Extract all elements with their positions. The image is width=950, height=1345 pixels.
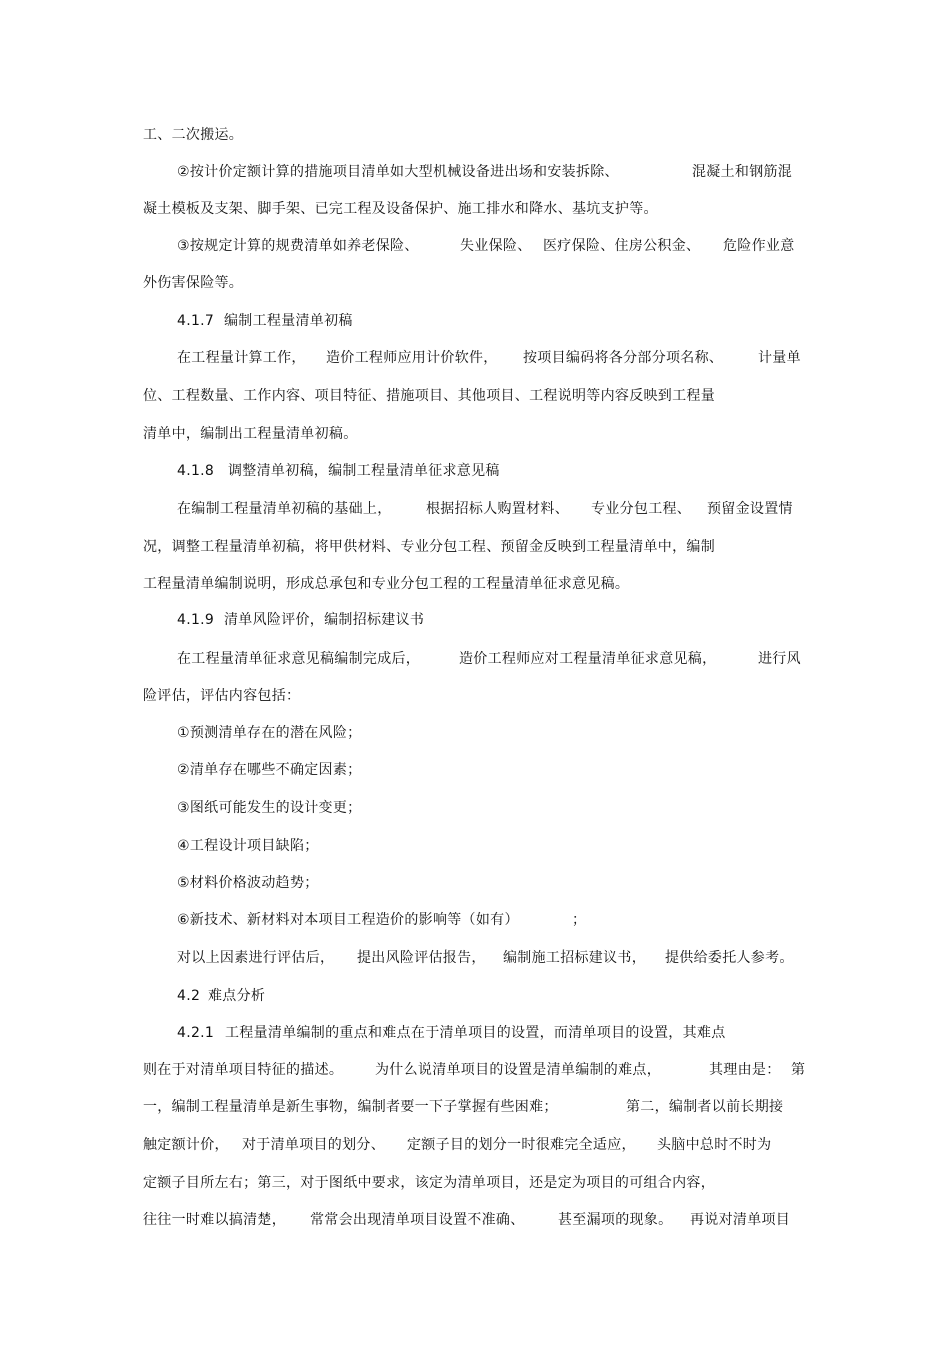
- text-segment: ①预测清单存在的潜在风险；: [177, 725, 362, 741]
- section-title: 难点分析: [208, 988, 266, 1004]
- section-number: 4.2: [177, 988, 201, 1004]
- section-number: 4.2.1: [177, 1025, 215, 1041]
- section-title: 调整清单初稿，编制工程量清单征求意见稿: [228, 463, 500, 479]
- text-segment: 失业保险、: [460, 238, 532, 254]
- text-segment: 造价工程师应用计价软件，: [326, 350, 498, 366]
- text-segment: 计量单: [758, 350, 801, 366]
- text-segment: ④工程设计项目缺陷；: [177, 838, 319, 854]
- text-segment: 专业分包工程、: [591, 501, 692, 517]
- text-segment: 按项目编码将各分部分项名称、: [523, 350, 724, 366]
- text-segment: 造价工程师应对工程量清单征求意见稿，: [459, 651, 717, 667]
- text-segment: 一，编制工程量清单是新生事物，编制者要一下子掌握有些困难；: [143, 1099, 558, 1115]
- text-segment: 工程量清单编制说明，形成总承包和专业分包工程的工程量清单征求意见稿。: [143, 576, 630, 592]
- text-segment: 清单中，编制出工程量清单初稿。: [143, 426, 358, 442]
- text-segment: 往往一时难以搞清楚，: [143, 1212, 286, 1228]
- text-segment: 预留金设置情: [707, 501, 793, 517]
- text-segment: 工、二次搬运。: [143, 127, 244, 143]
- text-segment: 提出风险评估报告，: [357, 950, 486, 966]
- text-segment: 再说对清单项目: [690, 1212, 791, 1228]
- text-segment: ；: [572, 912, 587, 928]
- text-segment: 提供给委托人参考。: [665, 950, 794, 966]
- text-segment: 定额子目的划分一时很难完全适应，: [407, 1137, 636, 1153]
- text-segment: ③按规定计算的规费清单如养老保险、: [177, 238, 419, 254]
- text-segment: 进行风: [758, 651, 801, 667]
- text-segment: ②清单存在哪些不确定因素；: [177, 762, 362, 778]
- section-number: 4.1.7: [177, 313, 215, 329]
- text-segment: 对于清单项目的划分、: [242, 1137, 385, 1153]
- text-segment: ⑤材料价格波动趋势；: [177, 875, 319, 891]
- text-segment: 触定额计价，: [143, 1137, 229, 1153]
- text-segment: 在工程量清单征求意见稿编制完成后，: [177, 651, 421, 667]
- section-number: 4.1.9: [177, 612, 215, 628]
- text-segment: 险评估，评估内容包括：: [143, 688, 301, 704]
- text-segment: 凝土模板及支架、脚手架、已完工程及设备保护、施工排水和降水、基坑支护等。: [143, 201, 658, 217]
- text-segment: 外伤害保险等。: [143, 275, 244, 291]
- text-segment: 第: [791, 1062, 806, 1078]
- text-segment: 头脑中总时不时为: [657, 1137, 772, 1153]
- text-segment: 常常会出现清单项目设置不准确、: [310, 1212, 525, 1228]
- text-segment: 在工程量计算工作，: [177, 350, 306, 366]
- text-segment: 危险作业意: [723, 238, 795, 254]
- text-segment: ③图纸可能发生的设计变更；: [177, 800, 362, 816]
- text-segment: 为什么说清单项目的设置是清单编制的难点，: [375, 1062, 661, 1078]
- text-segment: ②按计价定额计算的措施项目清单如大型机械设备进出场和安装拆除、: [177, 164, 619, 180]
- text-segment: 则在于对清单项目特征的描述。: [143, 1062, 344, 1078]
- text-segment: 混凝土和钢筋混: [692, 164, 793, 180]
- text-segment: 定额子目所左右；第三，对于图纸中要求，该定为清单项目，还是定为项目的可组合内容，: [143, 1175, 715, 1191]
- text-segment: 甚至漏项的现象。: [558, 1212, 673, 1228]
- text-segment: ⑥新技术、新材料对本项目工程造价的影响等（如有）: [177, 912, 519, 928]
- text-segment: 第二，编制者以前长期接: [626, 1099, 784, 1115]
- text-segment: 其理由是：: [709, 1062, 781, 1078]
- text-segment: 根据招标人购置材料、: [426, 501, 569, 517]
- text-segment: 在编制工程量清单初稿的基础上，: [177, 501, 392, 517]
- section-title: 清单风险评价，编制招标建议书: [224, 612, 425, 628]
- text-segment: 况，调整工程量清单初稿，将甲供材料、专业分包工程、预留金反映到工程量清单中，编制: [143, 539, 715, 555]
- text-segment: 工程量清单编制的重点和难点在于清单项目的设置，而清单项目的设置，其难点: [225, 1025, 726, 1041]
- text-segment: 医疗保险、住房公积金、: [543, 238, 701, 254]
- text-segment: 对以上因素进行评估后，: [177, 950, 335, 966]
- text-segment: 位、工程数量、工作内容、项目特征、措施项目、其他项目、工程说明等内容反映到工程量: [143, 388, 715, 404]
- section-number: 4.1.8: [177, 463, 215, 479]
- text-segment: 编制施工招标建议书，: [503, 950, 646, 966]
- section-title: 编制工程量清单初稿: [224, 313, 353, 329]
